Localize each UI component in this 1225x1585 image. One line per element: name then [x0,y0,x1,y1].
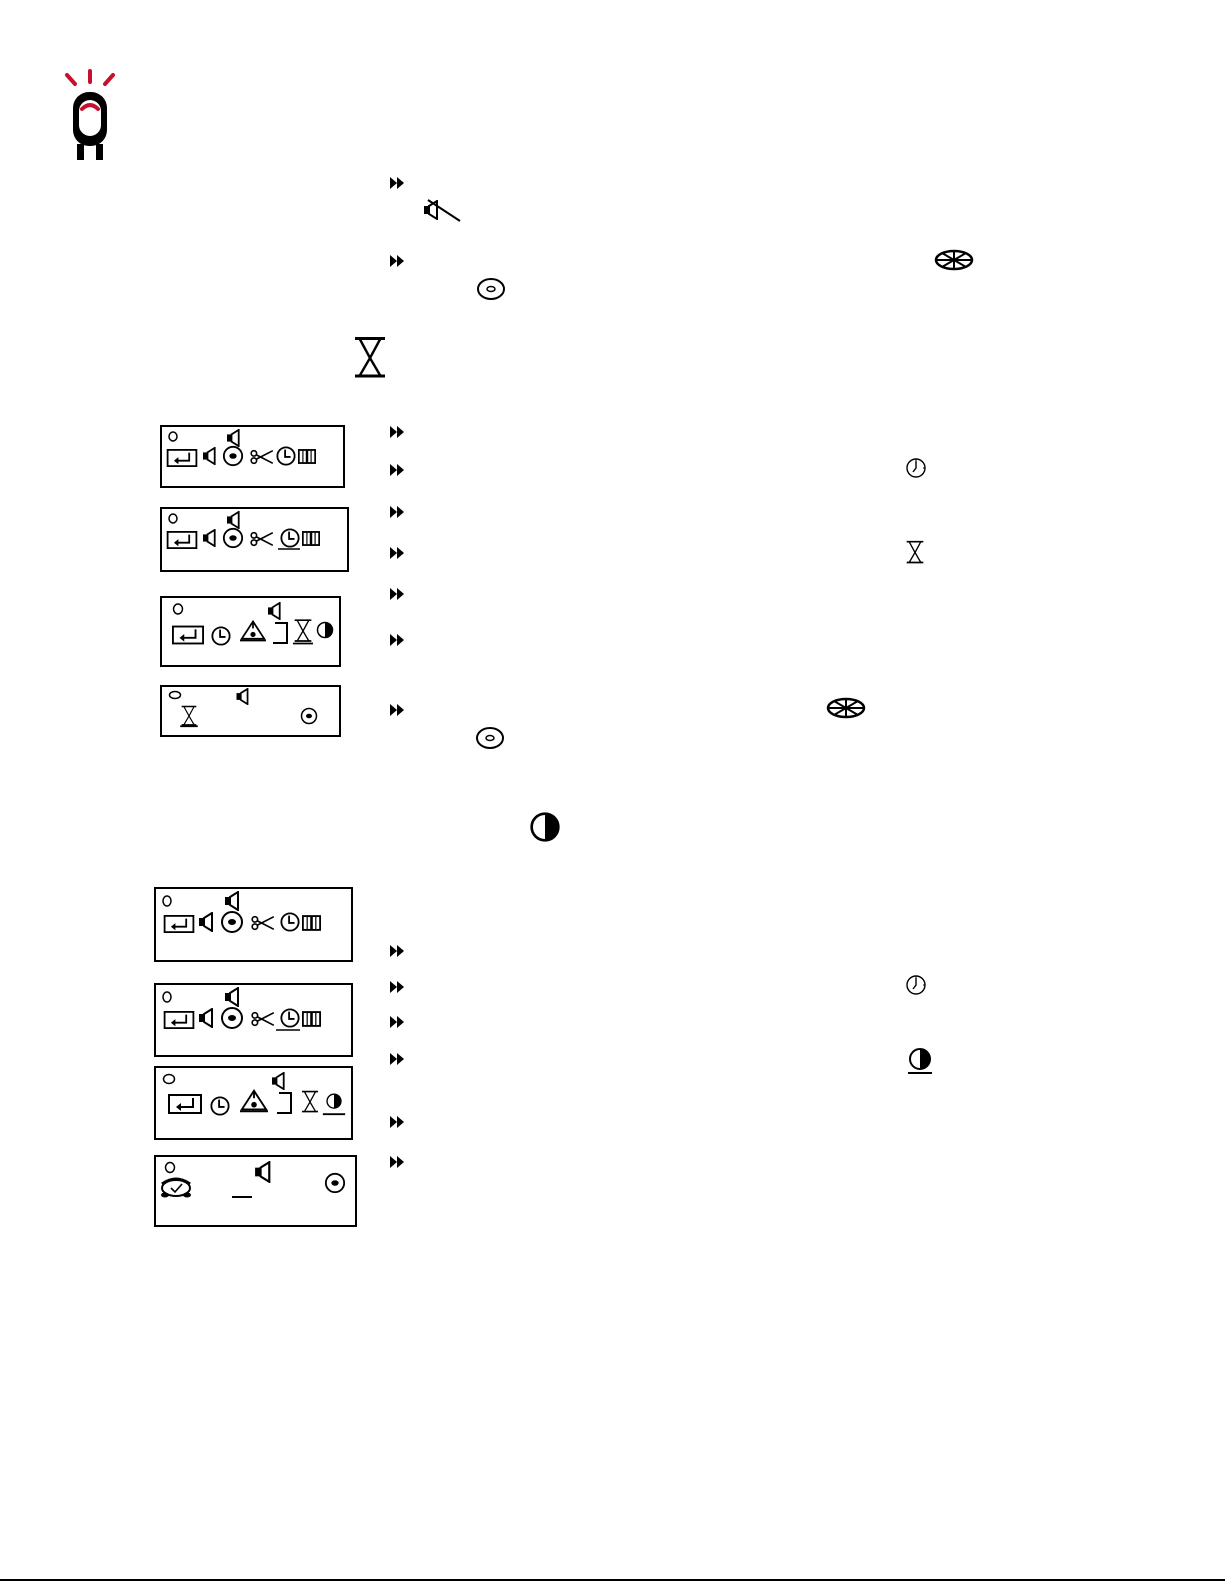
bell-icon [240,1088,268,1114]
double-arrow-bullet-icon [389,1051,405,1067]
clock-icon [905,457,927,479]
ok-icon [300,707,318,725]
speaker-icon [202,529,222,547]
double-arrow-bullet-icon [389,545,405,561]
clock-underlined-icon [278,528,300,550]
ok-icon [220,1006,244,1030]
speaker-icon [202,447,222,465]
half-filled-circle-underlined-icon [322,1090,346,1116]
lcd-screen [160,507,349,572]
return-icon [166,531,198,549]
return-icon [172,624,204,646]
bell-icon [240,618,266,644]
book-icon [302,1010,321,1028]
double-arrow-bullet-icon [389,702,405,718]
double-arrow-bullet-icon [389,462,405,478]
book-icon [298,448,316,465]
circle-icon [162,1073,176,1085]
wheel-menu-key-icon [934,249,974,271]
lcd-screen [154,1155,357,1227]
book-icon [302,914,321,932]
speaker-icon [254,1161,278,1183]
circle-icon [168,690,182,700]
circle-icon [162,895,172,907]
wheel-menu-key-icon [826,697,866,719]
ok-icon [222,445,244,467]
page-bottom-rule [0,1579,1225,1581]
phone-check-icon [160,1174,192,1200]
hourglass-icon [905,540,925,565]
warning-lamp-icon [60,68,120,163]
clock-icon [210,626,232,646]
half-filled-circle-icon [529,808,561,846]
return-icon [162,1011,196,1029]
double-arrow-bullet-icon [389,943,405,959]
half-filled-circle-underlined-icon [908,1046,932,1074]
speaker-muted-icon [422,198,462,222]
clock-icon [276,446,296,466]
clock-underlined-icon [276,1008,300,1032]
double-arrow-bullet-icon [389,1114,405,1130]
lcd-screen [160,685,341,737]
scissors-icon [250,1010,276,1028]
lcd-screen [154,983,353,1057]
speaker-icon [234,688,256,705]
clock-icon [280,912,300,932]
double-arrow-bullet-icon [389,586,405,602]
circle-icon [168,513,178,524]
ok-icon [220,910,244,934]
hourglass-icon [300,1090,320,1114]
return-icon [168,1094,202,1114]
circle-icon [162,991,172,1003]
ok-icon [222,527,244,549]
double-arrow-bullet-icon [389,424,405,440]
bracket-icon [272,622,288,644]
scissors-icon [250,448,274,466]
speaker-icon [266,602,288,620]
clock-icon [905,974,927,996]
speaker-icon [198,1008,220,1028]
double-arrow-bullet-icon [389,1014,405,1030]
speaker-icon [270,1072,292,1090]
ok-icon [324,1172,346,1194]
lcd-screen [160,425,345,488]
return-icon [162,915,196,933]
scissors-icon [250,914,276,932]
circle-icon [172,603,184,615]
double-arrow-bullet-icon [389,979,405,995]
double-arrow-bullet-icon [389,504,405,520]
ok-key-icon [475,726,505,750]
hourglass-underlined-icon [293,618,313,644]
lcd-screen [160,596,341,667]
hourglass-underlined-icon [178,705,200,727]
lcd-screen [154,887,353,962]
double-arrow-bullet-icon [389,632,405,648]
cursor-dash [232,1196,252,1198]
circle-icon [164,1161,176,1174]
lcd-screen [154,1066,353,1140]
half-filled-circle-icon [316,618,334,642]
double-arrow-bullet-icon [389,175,405,191]
book-icon [302,530,320,547]
ok-key-icon [476,277,506,301]
scissors-icon [250,530,274,548]
speaker-icon [224,891,246,911]
speaker-icon [224,987,246,1007]
return-icon [166,449,198,467]
double-arrow-bullet-icon [389,1154,405,1170]
bracket-icon [276,1092,292,1114]
clock-icon [208,1096,232,1116]
double-arrow-bullet-icon [389,253,405,269]
speaker-icon [198,912,220,932]
hourglass-icon [352,335,388,381]
circle-icon [168,431,178,442]
